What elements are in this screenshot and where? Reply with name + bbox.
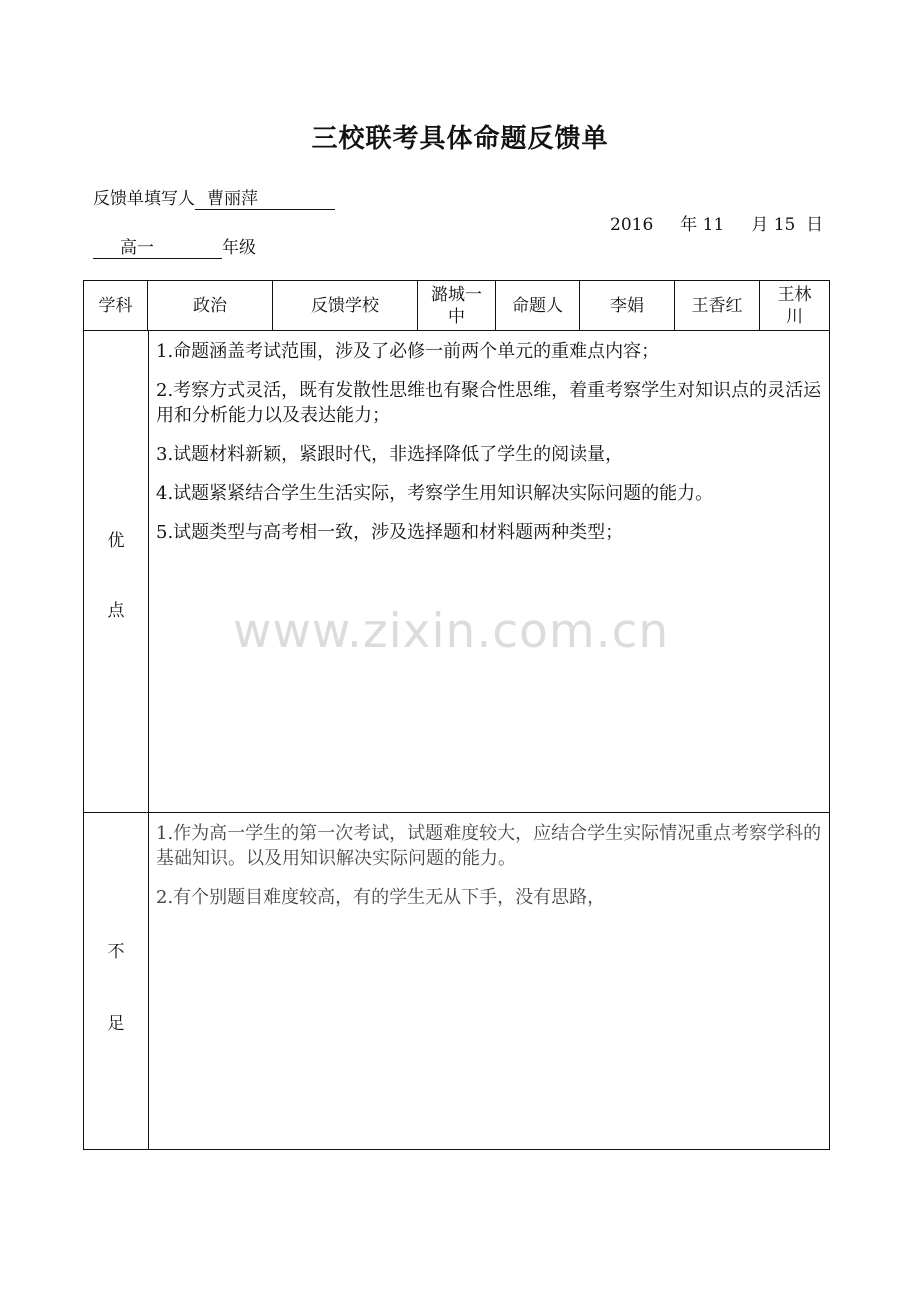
weaknesses-label-char: 不 — [107, 942, 125, 962]
weakness-item: 1.作为高一学生的第一次考试，试题难度较大，应结合学生实际情况重点考察学科的基础知识。以及用知识解决实际问题的能力。 — [156, 823, 822, 869]
strength-item: 2.考察方式灵活，既有发散性思维也有聚合性思维，着重考察学生对知识点的灵活运用和分析能力以及表达能力； — [156, 380, 822, 426]
weaknesses-label-cell — [84, 813, 149, 1149]
date-text: 2016 年 11 月 15 日 — [610, 215, 824, 235]
subject-value-cell: 政治 — [148, 281, 273, 330]
author-cell-2: 王香红 — [675, 281, 760, 330]
page-title: 三校联考具体命题反馈单 — [311, 124, 609, 154]
strengths-label-char: 点 — [107, 601, 125, 621]
watermark: www.zixin.com.cn — [233, 604, 670, 659]
author-cell-1: 李娟 — [580, 281, 675, 330]
strength-item: 1.命题涵盖考试范围，涉及了必修一前两个单元的重难点内容； — [156, 341, 660, 362]
writer-label: 反馈单填写人 — [93, 189, 195, 209]
weaknesses-label-char: 足 — [107, 1014, 125, 1034]
weakness-item: 2.有个别题目难度较高，有的学生无从下手，没有思路， — [156, 887, 606, 908]
grade-line — [93, 233, 256, 259]
strengths-label-cell — [84, 331, 149, 812]
strengths-label-char: 优 — [107, 531, 125, 551]
strengths-section — [84, 331, 829, 813]
feedback-table — [83, 280, 830, 1150]
strengths-content — [156, 331, 826, 545]
grade-value: 高一 — [93, 238, 222, 259]
school-value-cell: 潞城一中 — [418, 281, 496, 330]
author-label-cell: 命题人 — [496, 281, 580, 330]
subject-label-cell: 学科 — [84, 281, 148, 330]
author-cell-3: 王林川 — [777, 284, 812, 327]
weaknesses-content — [156, 813, 826, 910]
grade-label: 年级 — [222, 238, 256, 258]
table-header-row — [84, 281, 829, 331]
strength-item: 5.试题类型与高考相一致，涉及选择题和材料题两种类型； — [156, 522, 624, 543]
school-label-cell: 反馈学校 — [273, 281, 418, 330]
strength-item: 3.试题材料新颖，紧跟时代，非选择降低了学生的阅读量， — [156, 444, 624, 465]
weaknesses-section — [84, 813, 829, 1149]
writer-name: 曹丽萍 — [195, 189, 335, 210]
writer-line — [93, 184, 335, 210]
strength-item: 4.试题紧紧结合学生生活实际，考察学生用知识解决实际问题的能力。 — [156, 483, 714, 504]
